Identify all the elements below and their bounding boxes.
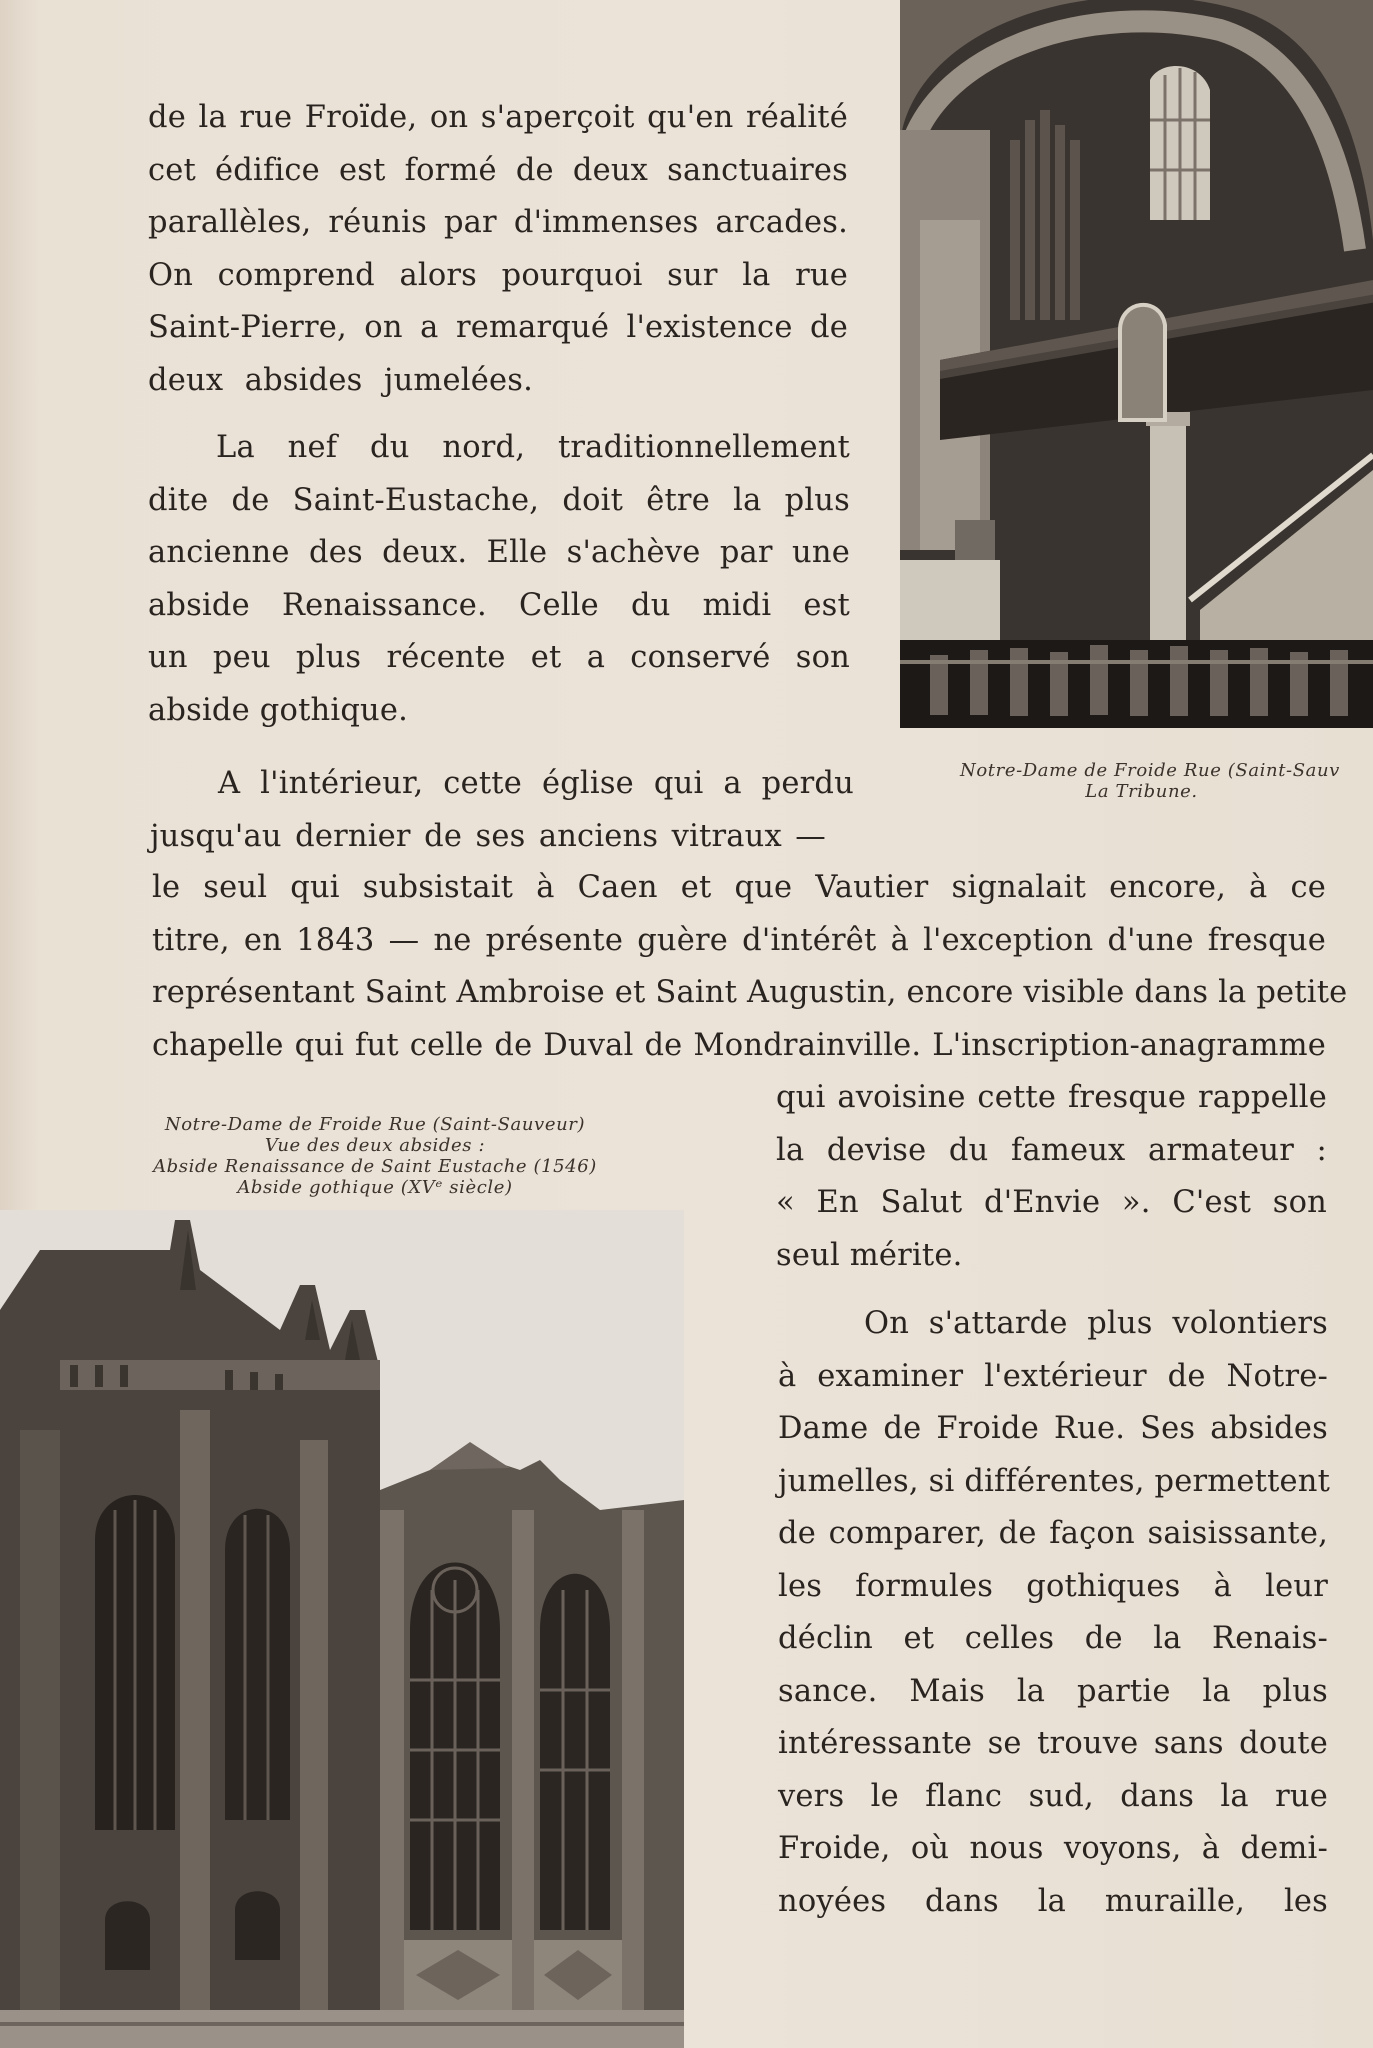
paragraph-2 (148, 422, 850, 737)
paragraph-4 (778, 1298, 1331, 1928)
text-line: abside Renaissance. Celle du midi est (148, 587, 850, 623)
text-line: la devise du fameux armateur : (776, 1132, 1327, 1168)
church-interior-photo (900, 0, 1373, 728)
text-line: représentant Saint Ambroise et Saint Augustin, encore visible dans la petite (152, 975, 1348, 1010)
text-line: dite de Saint-Eustache, doit être la plus (148, 482, 850, 518)
text-line: qui avoisine cette fresque rappelle (776, 1080, 1327, 1115)
text-line: abside gothique. (148, 692, 409, 728)
text-line: cet édifice est formé de deux sanctuaires (148, 152, 848, 188)
text-line: titre, en 1843 — ne présente guère d'intérêt à l'exception d'une fresque (152, 922, 1326, 958)
caption-line: Vue des deux absides : (264, 1135, 486, 1156)
caption-line: Notre-Dame de Froide Rue (Saint-Sauveur) (164, 1114, 586, 1135)
caption-line: La Tribune. (1085, 781, 1198, 802)
paragraph-1 (148, 92, 848, 407)
paragraph-3-right (776, 1072, 1327, 1282)
text-line: à examiner l'extérieur de Notre- (778, 1358, 1328, 1394)
text-line: vers le flanc sud, dans la rue (778, 1778, 1328, 1814)
text-line: On s'attarde plus volontiers (864, 1306, 1328, 1341)
text-line: le seul qui subsistait à Caen et que Vautier signalait encore, à ce (152, 870, 1326, 905)
paragraph-3-top (150, 758, 854, 863)
text-line: La nef du nord, traditionnellement (216, 430, 850, 465)
text-line: jumelles, si différentes, permettent (778, 1463, 1331, 1499)
exterior-photo-caption (140, 1114, 610, 1198)
text-line: deux absides jumelées. (148, 362, 533, 398)
text-line: chapelle qui fut celle de Duval de Mondrainville. L'inscription-anagramme (152, 1027, 1326, 1063)
text-line: On comprend alors pourquoi sur la rue (148, 257, 848, 293)
paragraph-3-wide (152, 862, 1348, 1072)
text-line: ancienne des deux. Elle s'achève par une (148, 535, 850, 570)
caption-line: Abside Renaissance de Saint Eustache (1546) (153, 1156, 597, 1177)
text-line: sance. Mais la partie la plus (778, 1673, 1328, 1709)
caption-line: Abside gothique (XVᵉ siècle) (237, 1177, 513, 1198)
text-line: intéressante se trouve sans doute (778, 1726, 1328, 1761)
text-line: noyées dans la muraille, les (778, 1883, 1328, 1919)
church-exterior-image (0, 1210, 684, 2048)
church-exterior-photo (0, 1210, 684, 2048)
text-line: seul mérite. (776, 1237, 963, 1273)
text-line: les formules gothiques à leur (778, 1568, 1328, 1604)
text-line: parallèles, réunis par d'immenses arcades. (148, 205, 848, 240)
text-line: un peu plus récente et a conservé son (148, 640, 850, 675)
text-line: Saint-Pierre, on a remarqué l'existence de (148, 310, 848, 345)
text-line: de la rue Froïde, on s'aperçoit qu'en réalité (148, 100, 848, 135)
text-line: déclin et celles de la Renais- (778, 1621, 1328, 1656)
church-interior-image (900, 0, 1373, 728)
caption-line: Notre-Dame de Froide Rue (Saint-Sauv (960, 760, 1340, 781)
text-line: A l'intérieur, cette église qui a perdu (218, 766, 854, 801)
text-line: Froide, où nous voyons, à demi- (778, 1831, 1328, 1866)
text-line: Dame de Froide Rue. Ses absides (778, 1411, 1328, 1446)
interior-photo-caption (960, 760, 1373, 802)
text-line: jusqu'au dernier de ses anciens vitraux — (150, 818, 826, 854)
text-line: « En Salut d'Envie ». C'est son (776, 1185, 1327, 1220)
text-line: de comparer, de façon saisissante, (778, 1516, 1328, 1551)
